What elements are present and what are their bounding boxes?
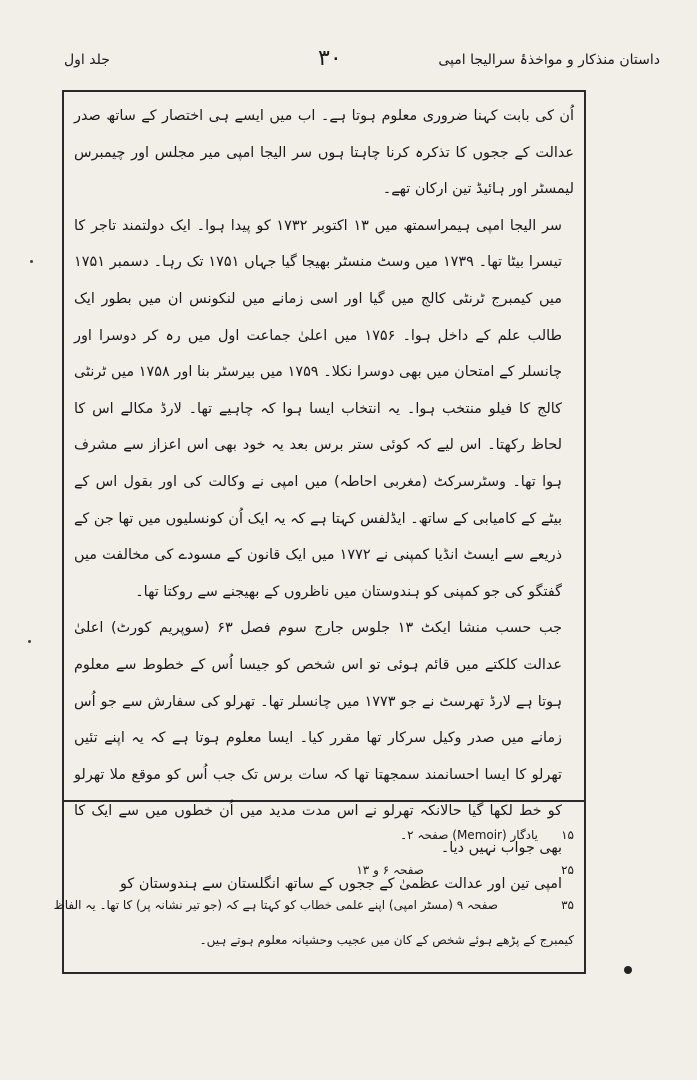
footnote-text: صفحہ ۹ (مسٹر امپی) اپنے علمی خطاب کو کہتا ہے کہ (جو تیر نشانہ پر) کا تھا۔ یہ الفاظ xyxy=(53,898,498,912)
footnote-ref: ۱۵ xyxy=(561,828,574,842)
running-header xyxy=(60,44,660,84)
footnote-continuation xyxy=(74,923,574,958)
footnote-text: صفحہ ۶ و ۱۳ xyxy=(356,863,424,877)
paragraph: جب حسب منشا ایکٹ ۱۳ جلوس جارج سوم فصل ۶۳ (سوپریم کورٹ) اعلیٰ عدالت کلکتے میں قائم ہوئی تو اس شخص کو جیسا اُس کے خطوط سے معلوم ہوتا ہے لارڈ تھرسٹ نے جو ۱۷۷۳ میں چانسلر تھا۔ تھرلو کی سفارش سے جو اُس زمانے میں صدر وکیل سرکار تھا مقرر کیا۔ ایسا معلوم ہوتا ہے کہ یہ اپنے تئیں تھرلو کا ایسا احسانمند سمجھتا تھا کہ سات برس تک جب اُس کو موقع ملا تھرلو کو خط لکھا گیا حالانکہ تھرلو نے اس مدت مدید میں اُن خطوں میں سے ایک کا بھی جواب نہیں دیا۔ xyxy=(74,620,562,856)
paragraph: اُن کی بابت کہنا ضروری معلوم ہوتا ہے۔ اب میں ایسے ہی اختصار کے ساتھ صدر عدالت کے ججوں کا تذکرہ کرنا چاہتا ہوں سر الیجا امپی میر مجلس اور چیمبرس لیمسٹر اور ہائیڈ تین ارکان تھے۔ xyxy=(74,108,574,198)
footnote-text: کیمبرج کے پڑھے ہوئے شخص کے کان میں عجیب وحشیانہ معلوم ہوتے ہیں۔ xyxy=(199,933,574,947)
footnote-text: یادگار (Memoir) صفحہ ۲۔ xyxy=(400,828,538,842)
footnote xyxy=(53,888,574,923)
paragraph: سر الیجا امپی ہیمراسمتھ میں ۱۳ اکتوبر ۱۷۳۲ کو پیدا ہوا۔ ایک دولتمند تاجر کا تیسرا بیٹا تھا۔ ۱۷۳۹ میں وسٹ منسٹر بھیجا گیا جہاں ۱۷۵۱ تک رہا۔ دسمبر ۱۷۵۱ میں کیمبرج ٹرنٹی کالج میں گیا اور اسی زمانے میں لنکونس ان میں بطور ایک طالب علم کے داخل ہوا۔ ۱۷۵۶ میں اعلیٰ جماعت اول میں رہ کر دوسرا اور چانسلر کے امتحان میں بھی دوسرا نکلا۔ ۱۷۵۹ میں بیرسٹر بنا اور ۱۷۵۸ میں ٹرنٹی کالج کا فیلو منتخب ہوا۔ یہ انتخاب ایسا ہوا کہ چاہیے تھا۔ لارڈ مکالے اس کا لحاظ رکھتا۔ اس لیے کہ کوئی ستر برس بعد یہ خود بھی اس اعزاز سے مشرف ہوا تھا۔ وسٹرسرکٹ (مغربی احاطہ) میں امپی نے وکالت کی اور بقول اس کے بیٹے کے کامیابی کے ساتھ۔ ایڈلفس کہتا ہے کہ یہ ایک اُن کونسلیوں میں تھا جن کے ذریعے سے ایسٹ انڈیا کمپنی نے ۱۷۷۲ میں ایک قانون کے مسودے کی مخالفت میں گفتگو کی جو کمپنی کو ہندوستان میں ناظروں کے بھیجنے سے روکتا تھا۔ xyxy=(74,217,563,600)
body-text xyxy=(74,98,574,903)
volume-label: جلد اول xyxy=(64,52,110,68)
paragraph: امپی تین اور عدالت عظمیٰ کے ججوں کے ساتھ انگلستان سے ہندوستان کو xyxy=(119,876,562,893)
footnotes xyxy=(53,818,574,958)
footnote xyxy=(74,818,574,853)
header-title: داستان منذکار و مواخذۂ سرالیجا امپی xyxy=(438,52,660,68)
page-number: ۳۰ xyxy=(318,46,342,71)
scan-mark xyxy=(624,966,632,974)
footnote xyxy=(74,853,574,888)
scan-speck xyxy=(28,640,31,643)
footnote-ref: ۳۵ xyxy=(561,898,574,912)
scan-speck xyxy=(30,260,33,263)
footnote-ref: ۲۵ xyxy=(561,863,574,877)
